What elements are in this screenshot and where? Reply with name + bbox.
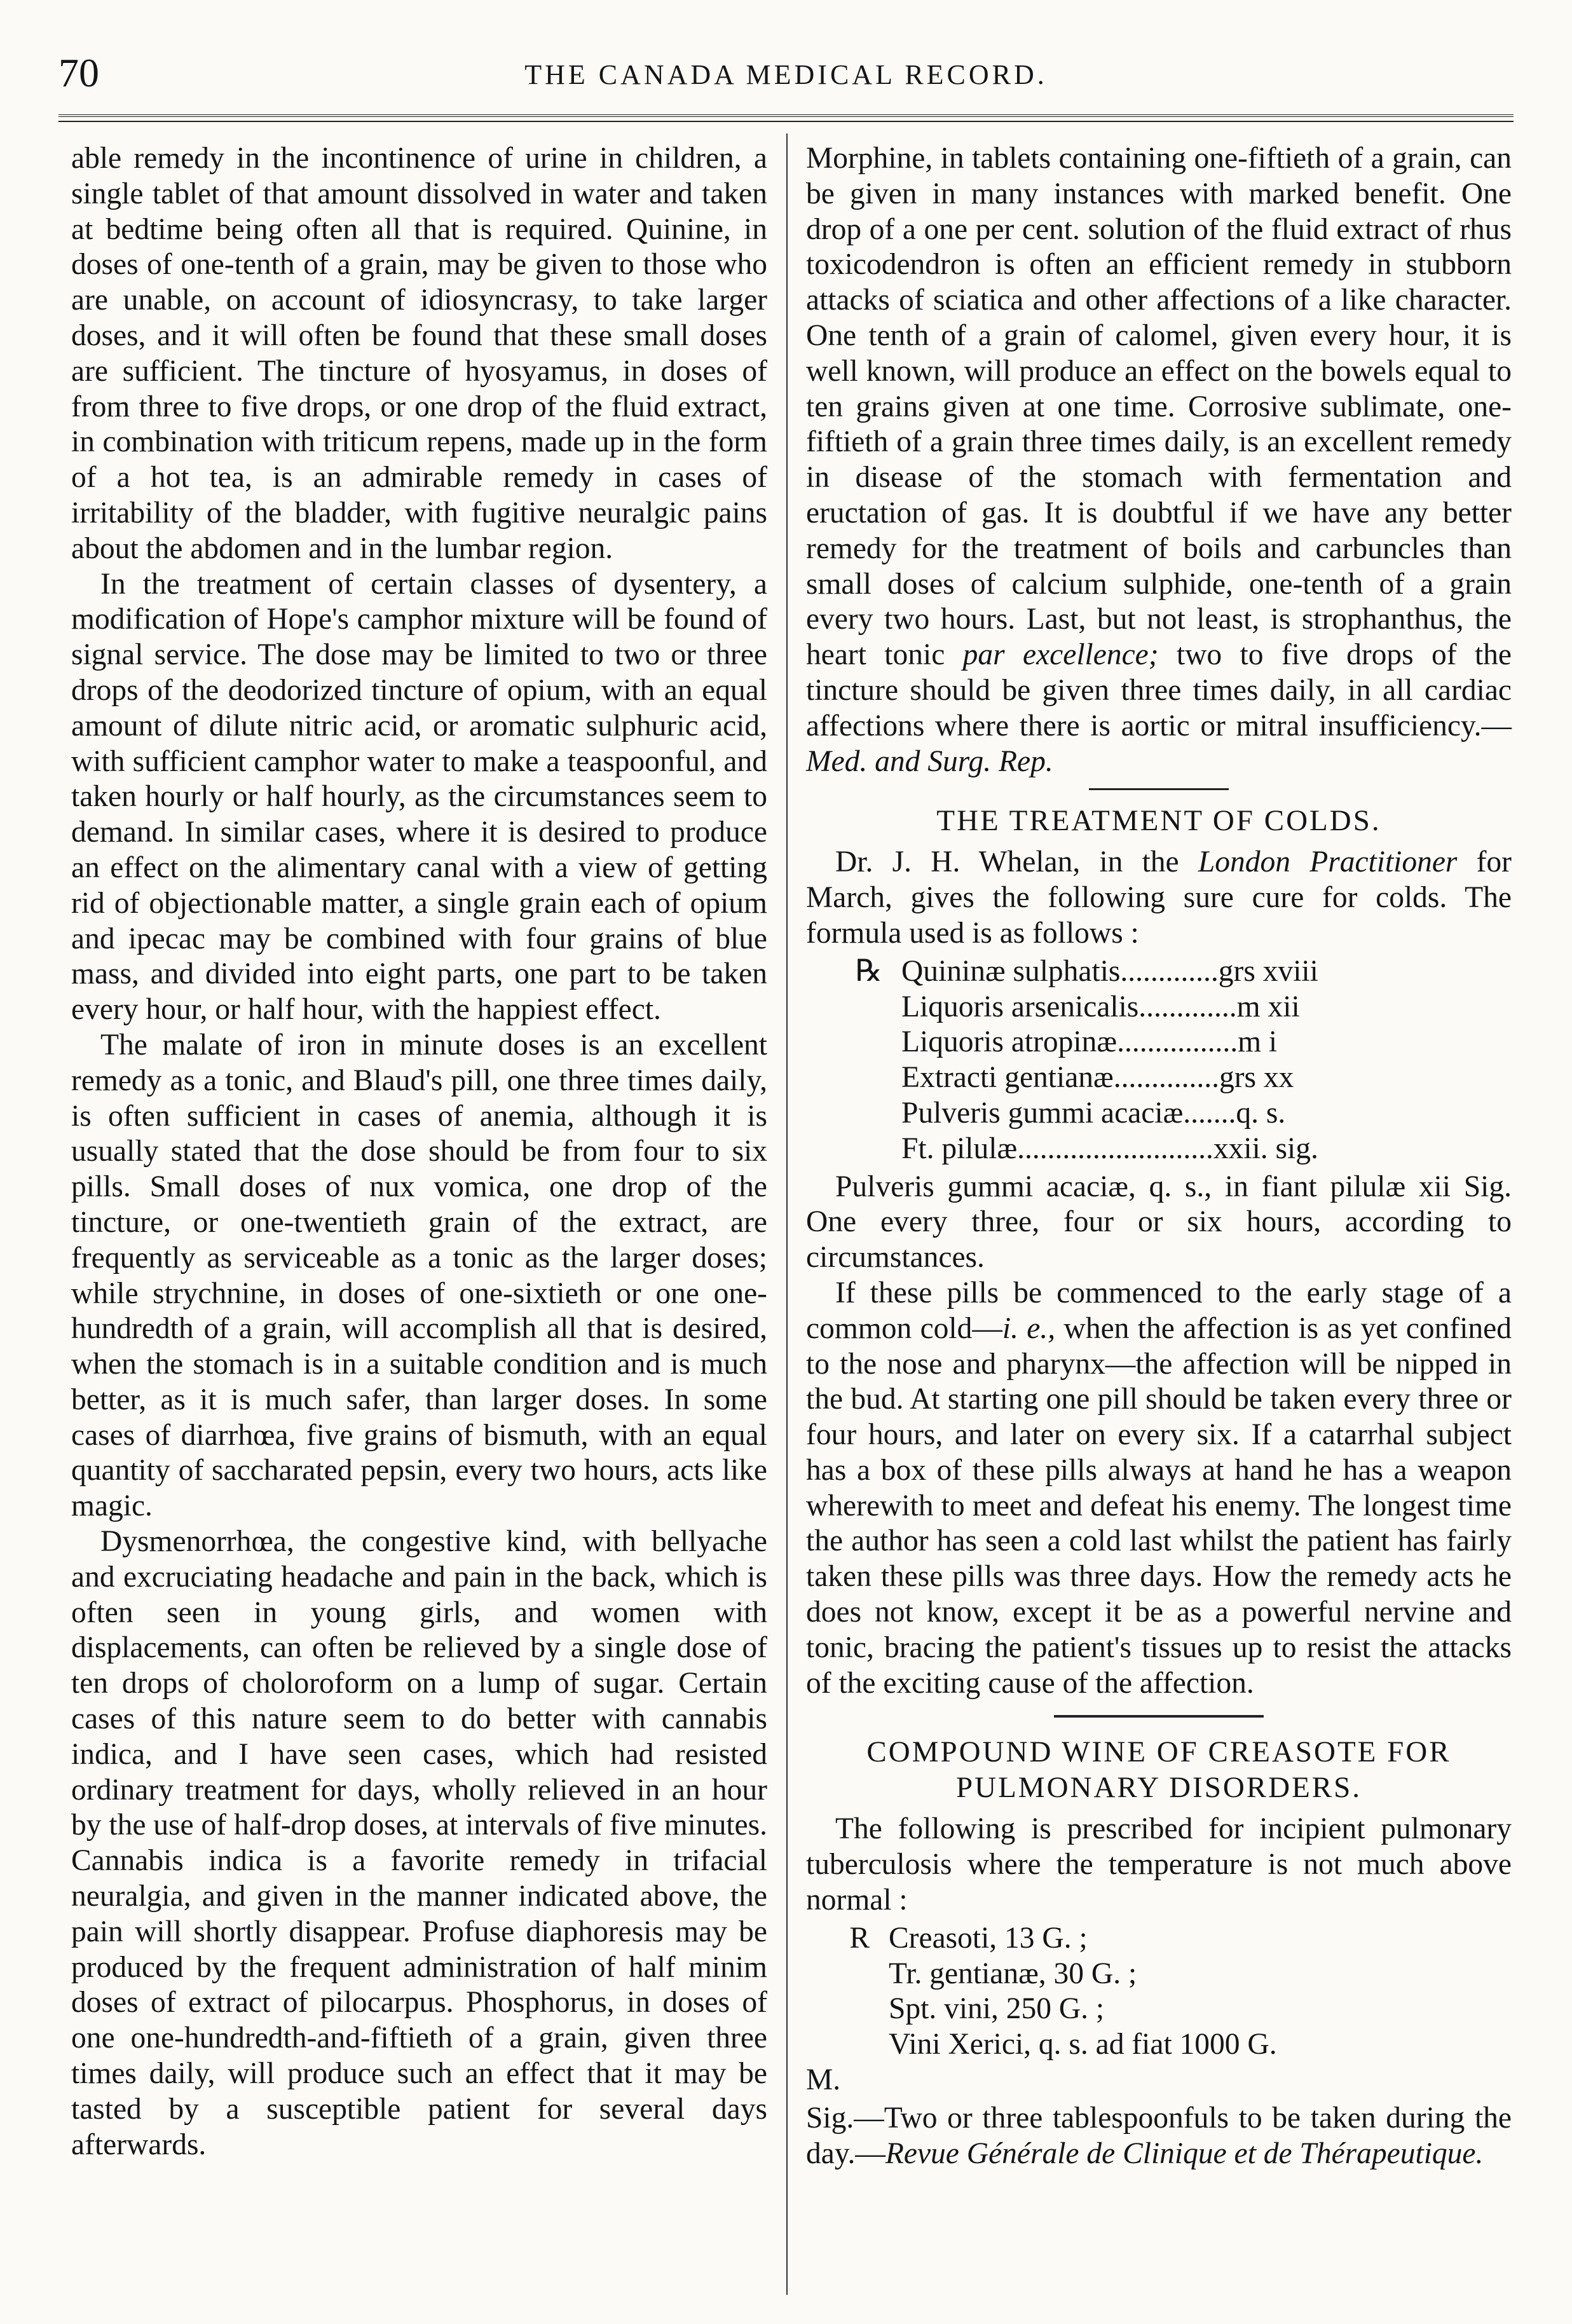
ingredient: Liquoris arsenicalis.............m xii	[901, 990, 1300, 1023]
paragraph-text: when the affection is as yet confined to the nose and pharynx—the affection will be nipped in the bud. At starting one pill should be taken every three or four hours, and later on every six. If a catarrhal subject has a box of these pills always at hand he has a weapon wherewith to meet and defeat his enemy. The longest time the author has seen a cold last whilst the patient has fairly taken these pills was three days. How the remedy acts he does not know, except it be as a powerful nervine and tonic, bracing the patient's tissues up to resist the attacks of the exciting cause of the affection.	[806, 1311, 1512, 1700]
prescription-line	[806, 990, 1512, 1025]
column-divider	[786, 133, 788, 2295]
page-number: 70	[58, 50, 99, 95]
prescription-line	[806, 1060, 1512, 1096]
right-column	[806, 141, 1512, 2171]
ingredient: Pulveris gummi acaciæ.......q. s.	[901, 1096, 1286, 1130]
prescription-line	[806, 1096, 1512, 1131]
italic-phrase: i. e.,	[1002, 1311, 1056, 1345]
ingredient: Ft. pilulæ..........................xxii. sig.	[901, 1131, 1318, 1165]
paragraph	[806, 141, 1512, 779]
prescription	[806, 1921, 1512, 2098]
paragraph: Pulveris gummi acaciæ, q. s., in fiant pilulæ xii Sig. One every three, four or six hours, according to circumstances.	[806, 1170, 1512, 1275]
prescription-line	[806, 1921, 1512, 1957]
paragraph: The malate of iron in minute doses is an excellent remedy as a tonic, and Blaud's pill, one three times daily, is often sufficient in cases of anemia, although it is usually stated that the dose should be from four to six pills. Small doses of nux vomica, one drop of the tincture, or one-twentieth grain of the extract, are frequently as serviceable as a tonic as the larger doses; while strychnine, in doses of one-sixtieth or one one-hundredth of a grain, will accomplish all that is desired, when the stomach is in a suitable condition and is much better, as it is much safer, than larger doses. In some cases of diarrhœa, five grains of bismuth, with an equal quantity of saccharated pepsin, every two hours, acts like magic.	[71, 1028, 767, 1523]
page-header	[58, 50, 1514, 107]
source-citation: Revue Générale de Clinique et de Thérapeutique.	[885, 2136, 1484, 2170]
section-rule	[1089, 788, 1229, 790]
section-heading	[806, 1734, 1512, 1805]
recipe-symbol: R	[849, 1921, 870, 1955]
prescription-line	[806, 1131, 1512, 1167]
source-citation: Med. and Surg. Rep.	[806, 744, 1053, 778]
heading-line: COMPOUND WINE OF CREASOTE FOR	[866, 1735, 1451, 1769]
paragraph-text: for March, gives the following sure cure for colds. The formula used is as follows :	[806, 845, 1512, 950]
running-title: THE CANADA MEDICAL RECORD.	[524, 59, 1048, 90]
heading-line: PULMONARY DISORDERS.	[955, 1771, 1362, 1805]
header-rule	[58, 114, 1514, 122]
prescription-line	[806, 954, 1512, 990]
prescription-line	[806, 2027, 1512, 2063]
prescription	[806, 954, 1512, 1167]
prescription-line	[806, 1957, 1512, 1992]
paragraph-text: Sig.—Two or three tablespoonfuls to be taken during the day.—	[806, 2101, 1512, 2170]
ingredient: Quininæ sulphatis.............grs xviii	[901, 954, 1318, 988]
prescription-line	[806, 1025, 1512, 1060]
section-heading: THE TREATMENT OF COLDS.	[936, 804, 1381, 838]
paragraph	[806, 2101, 1512, 2172]
paragraph-text: two to five drops of the tincture should be given three times daily, in all cardiac affections where there is aortic or mitral insufficiency.—	[806, 638, 1512, 742]
paragraph: In the treatment of certain classes of dysentery, a modification of Hope's camphor mixture will be found of signal service. The dose may be limited to two or three drops of the deodorized tincture of opium, with an equal amount of dilute nitric acid, or aromatic sulphuric acid, with sufficient camphor water to make a teaspoonful, and taken hourly or half hourly, as the circumstances seem to demand. In similar cases, where it is desired to produce an effect on the alimentary canal with a view of getting rid of objectionable matter, a single grain each of opium and ipecac may be combined with four grains of blue mass, and divided into eight parts, one part to be taken every hour, or half hour, with the happiest effect.	[71, 567, 767, 1027]
paragraph-text: Dr. J. H. Whelan, in the	[835, 845, 1198, 879]
ingredient: Vini Xerici, q. s. ad fiat 1000 G.	[889, 2028, 1277, 2061]
paragraph	[806, 845, 1512, 951]
paragraph-text: Morphine, in tablets containing one-fiftieth of a grain, can be given in many instances with marked benefit. One drop of a one per cent. solution of the fluid extract of rhus toxicodendron is often an efficient remedy in stubborn attacks of sciatica and other affections of a like character. One tenth of a grain of calomel, given every hour, it is well known, will produce an effect on the bowels equal to ten grains given at one time. Corrosive sublimate, one-fiftieth of a grain three times daily, is an excellent remedy in disease of the stomach with fermentation and eructation of gas. It is doubtful if we have any better remedy for the treatment of boils and carbuncles than small doses of calcium sulphide, one-tenth of a grain every two hours. Last, but not least, is strophanthus, the heart tonic	[806, 142, 1512, 672]
paragraph: Dysmenorrhœa, the congestive kind, with bellyache and excruciating headache and pain in the back, which is often seen in young girls, and women with displacements, can often be relieved by a single dose of ten drops of choloroform on a lump of sugar. Certain cases of this nature seem to do better with cannabis indica, and I have seen cases, which had resisted ordinary treatment for days, wholly relieved in an hour by the use of half-drop doses, at intervals of five minutes. Cannabis indica is a favorite remedy in trifacial neuralgia, and given in the manner indicated above, the pain will shortly disappear. Profuse diaphoresis may be produced by the frequent administration of half minim doses of extract of pilocarpus. Phosphorus, in doses of one one-hundredth-and-fiftieth of a grain, given three times daily, will produce such an effect that it may be tasted by a susceptible patient for several days afterwards.	[71, 1525, 767, 2161]
mix-mark: M.	[806, 2063, 841, 2097]
ingredient: Liquoris atropinæ................m i	[901, 1025, 1278, 1059]
ingredient: Tr. gentianæ, 30 G. ;	[889, 1957, 1137, 1990]
left-column	[71, 141, 767, 2163]
ingredient: Creasoti, 13 G. ;	[889, 1921, 1088, 1955]
paragraph: able remedy in the incontinence of urine in children, a single tablet of that amount dissolved in water and taken at bedtime being often all that is required. Quinine, in doses of one-tenth of a grain, may be given to those who are unable, on account of idiosyncrasy, to take larger doses, and it will often be found that these small doses are sufficient. The tincture of hyosyamus, in doses of from three to five drops, or one drop of the fluid extract, in combination with triticum repens, made up in the form of a hot tea, is an admirable remedy in cases of irritability of the bladder, with fugitive neuralgic pains about the abdomen and in the lumbar region.	[71, 142, 767, 565]
recipe-symbol: ℞	[855, 954, 882, 988]
journal-name: London Practitioner	[1198, 845, 1458, 879]
paragraph: The following is prescribed for incipient pulmonary tuberculosis where the temperature is not much above normal :	[806, 1812, 1512, 1917]
section-rule	[1054, 1715, 1264, 1718]
ingredient: Spt. vini, 250 G. ;	[889, 1992, 1105, 2026]
paragraph-text: If these pills be commenced to the early stage of a common cold—	[806, 1276, 1512, 1345]
prescription-line	[806, 1992, 1512, 2027]
paragraph	[806, 1276, 1512, 1702]
ingredient: Extracti gentianæ..............grs xx	[901, 1061, 1294, 1095]
italic-phrase: par excellence;	[962, 638, 1159, 672]
